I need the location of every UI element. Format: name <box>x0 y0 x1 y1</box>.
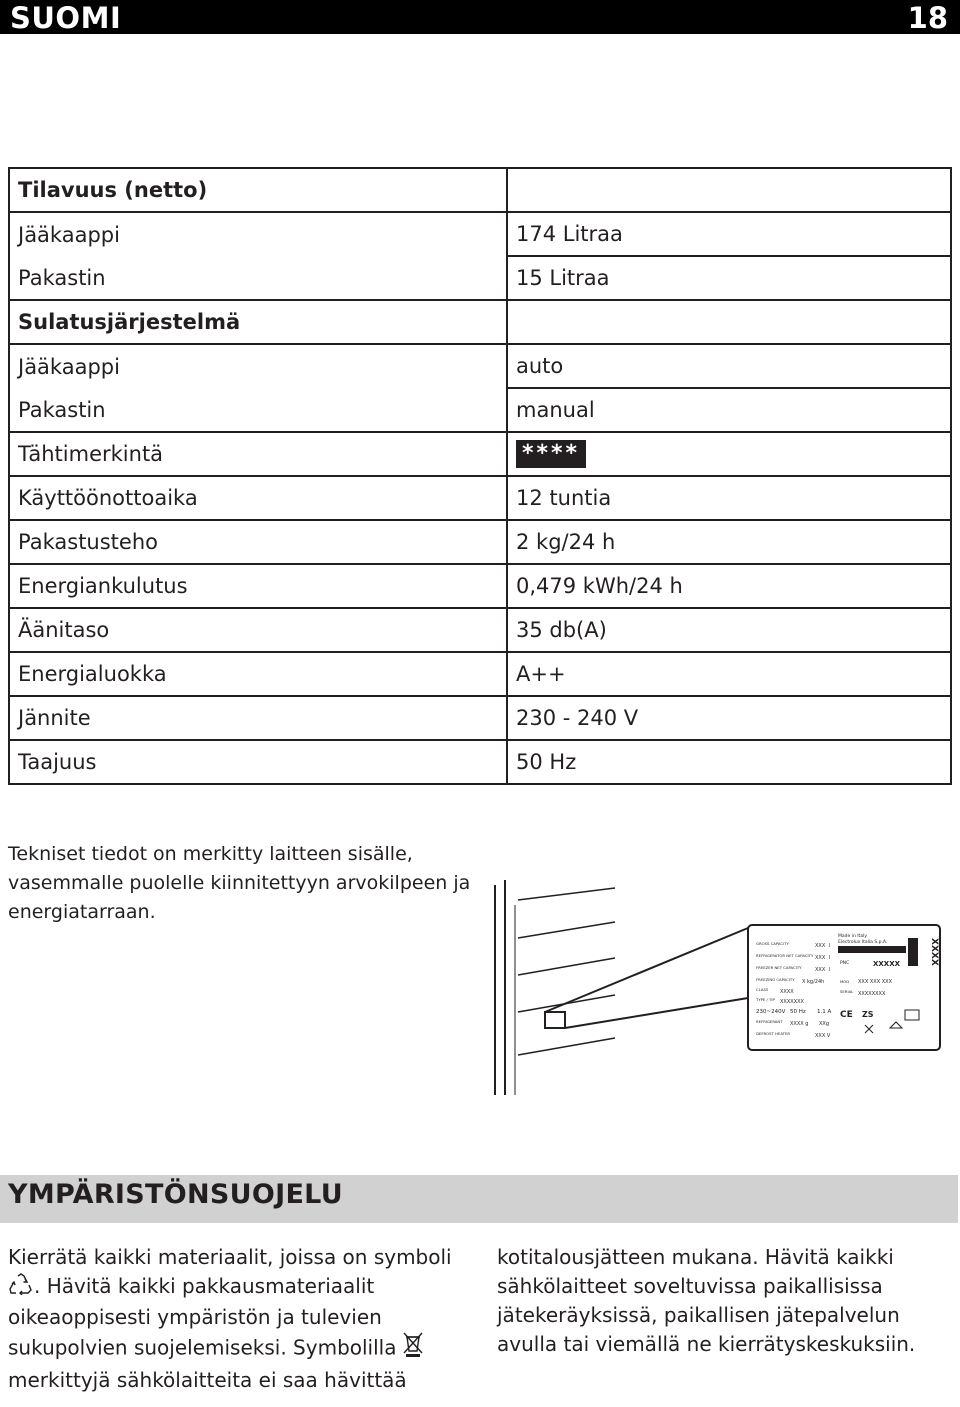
plate-xxx-3: XXX <box>815 967 826 973</box>
table-row <box>9 300 951 344</box>
plate-amp: 1.1 A <box>817 1009 832 1015</box>
plate-xxx-2: XXX <box>815 955 826 961</box>
plate-class: CLASS <box>756 987 769 992</box>
table-row <box>9 476 951 520</box>
language-label: SUOMI <box>10 1 122 35</box>
table-row <box>9 740 951 784</box>
plate-refrig-amount: XXXX g <box>790 1021 809 1027</box>
plate-unit-2: l <box>829 955 831 961</box>
table-row <box>9 256 951 300</box>
plate-defrost-heater: DEFROST HEATER <box>756 1031 790 1036</box>
spec-value: 174 Litraa <box>507 212 951 256</box>
plate-freezing-capacity: FREEZING CAPACITY <box>756 977 795 982</box>
spec-label: Jääkaappi <box>9 212 507 256</box>
env-text-part-2: . Hävitä kaikki pakkausmateriaalit oikeaoppisesti ympäristön ja tulevien sukupolvien suojelemiseksi. Symbolilla <box>8 1274 397 1359</box>
spec-label: Taajuus <box>9 740 507 784</box>
plate-made-in: Made in Italy <box>838 934 867 939</box>
table-row <box>9 168 951 212</box>
spec-label: Tilavuus (netto) <box>9 168 507 212</box>
plate-company: Electrolux Italia S.p.A. <box>838 940 888 945</box>
spec-value <box>507 432 951 476</box>
plate-voltage: 230~240V <box>756 1009 786 1015</box>
environment-text-left <box>8 1243 478 1395</box>
spec-value: 2 kg/24 h <box>507 520 951 564</box>
spec-label: Energialuokka <box>9 652 507 696</box>
crossed-bin-icon <box>403 1332 423 1366</box>
plate-weee-icon <box>865 1025 873 1033</box>
spec-value: manual <box>507 388 951 432</box>
spec-label: Sulatusjärjestelmä <box>9 300 507 344</box>
spec-value: 50 Hz <box>507 740 951 784</box>
plate-refrigerator-capacity: REFRIGERATOR NET CAPACITY <box>756 953 814 958</box>
spec-label: Pakastusteho <box>9 520 507 564</box>
plate-freezer-capacity: FREEZER NET CAPACITY <box>756 965 802 970</box>
ce-mark-icon: CE <box>840 1010 853 1020</box>
spec-label: Pakastin <box>9 388 507 432</box>
spec-value: 230 - 240 V <box>507 696 951 740</box>
plate-serial-value: XXXXXXXX <box>858 991 886 997</box>
plate-class-value: XXXX <box>780 989 794 995</box>
spec-value: 15 Litraa <box>507 256 951 300</box>
table-row <box>9 344 951 388</box>
table-row <box>9 388 951 432</box>
spec-value: 0,479 kWh/24 h <box>507 564 951 608</box>
fridge-interior-drawing <box>490 870 945 1100</box>
plate-pnc-label: PNC <box>840 961 850 966</box>
environment-section-bar <box>0 1175 958 1223</box>
spec-label: Jääkaappi <box>9 344 507 388</box>
spec-label: Tähtimerkintä <box>9 432 507 476</box>
plate-mod-label: MOD <box>840 979 850 984</box>
spec-value: auto <box>507 344 951 388</box>
plate-unit-1: l <box>829 943 831 949</box>
table-row <box>9 212 951 256</box>
spec-label: Pakastin <box>9 256 507 300</box>
plate-warning-icon <box>890 1022 902 1028</box>
env-text-part-1: Kierrätä kaikki materiaalit, joissa on symboli <box>8 1245 452 1269</box>
plate-mod-value: XXX XXX XXX <box>858 979 893 985</box>
plate-unit-3: l <box>829 967 831 973</box>
plate-xxx-1: XXX <box>815 943 826 949</box>
rating-plate-caption: Tekniset tiedot on merkitty laitteen sisälle, vasemmalle puolelle kiinnitettyyn arvokilpeen ja energiatarraan. <box>8 843 471 923</box>
spec-value: 35 db(A) <box>507 608 951 652</box>
plate-serial-label: SERIAL <box>840 989 854 994</box>
spec-value: A++ <box>507 652 951 696</box>
plate-type-value: XXXXXXX <box>780 999 804 1005</box>
spec-label: Jännite <box>9 696 507 740</box>
spec-value <box>507 300 951 344</box>
table-row <box>9 564 951 608</box>
table-row <box>9 432 951 476</box>
plate-pnc-code: XXXXX <box>873 960 900 968</box>
spec-label: Käyttöönottoaika <box>9 476 507 520</box>
spec-label: Energiankulutus <box>9 564 507 608</box>
plate-zs: ZS <box>862 1010 874 1019</box>
plate-hz: 50 Hz <box>790 1009 806 1015</box>
spec-value <box>507 168 951 212</box>
table-row <box>9 608 951 652</box>
plate-side-code: XXXX <box>929 938 939 966</box>
recycle-icon <box>8 1273 34 1303</box>
plate-gross-capacity: GROSS CAPACITY <box>756 941 789 946</box>
environment-heading: YMPÄRISTÖNSUOJELU <box>8 1179 343 1210</box>
table-row <box>9 520 951 564</box>
rating-plate-illustration <box>490 870 945 1100</box>
plate-xxx-v: XXX V <box>815 1033 831 1039</box>
spec-value: 12 tuntia <box>507 476 951 520</box>
star-rating-icon: **** <box>516 440 586 468</box>
plate-kg24h: X kg/24h <box>802 979 825 985</box>
plate-type: TYPE / TIP <box>756 997 775 1002</box>
plate-kitemark-icon <box>905 1010 919 1020</box>
page-header <box>0 0 960 34</box>
table-row <box>9 652 951 696</box>
plate-refrigerant: REFRIGERANT <box>756 1019 783 1024</box>
env-text-part-3: merkittyjä sähkölaitteita ei saa hävittää <box>8 1367 407 1392</box>
table-row <box>9 696 951 740</box>
environment-text-right: kotitalousjätteen mukana. Hävitä kaikki sähkölaitteet soveltuvissa paikallisissa jätekeräyksissä, paikallisen jätepalvelun avulla tai viemällä ne kierrätyskeskuksiin. <box>497 1245 916 1356</box>
spec-table <box>8 167 952 785</box>
plate-xxg: XXg <box>819 1021 830 1027</box>
spec-label: Äänitaso <box>9 608 507 652</box>
page-number: 18 <box>907 1 948 35</box>
